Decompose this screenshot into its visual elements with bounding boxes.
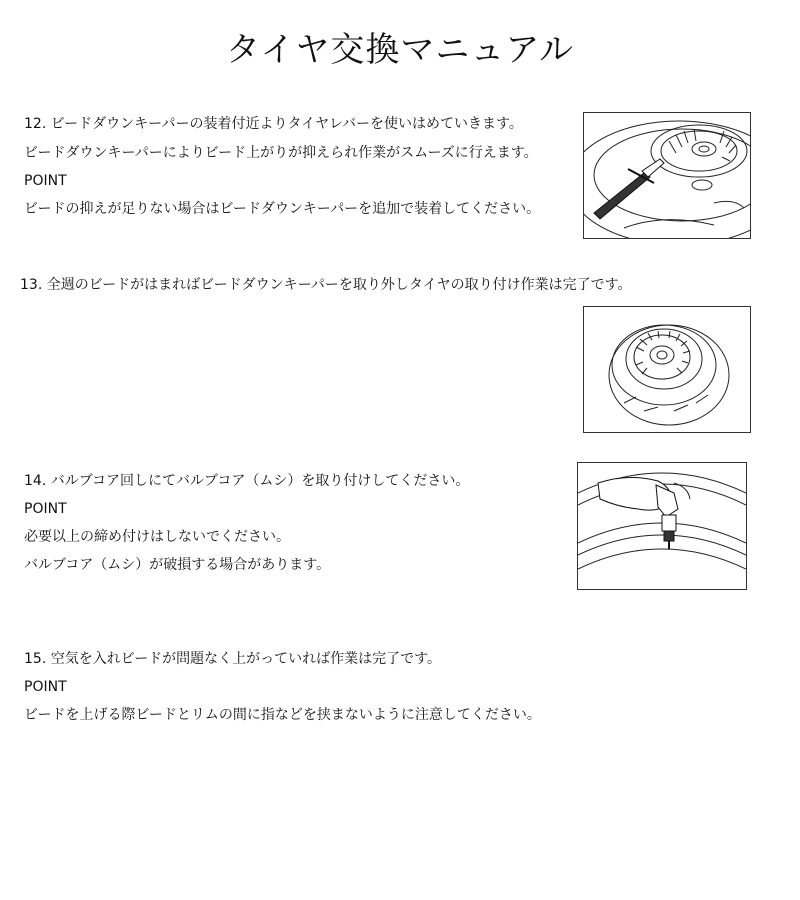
step-14-heading: 14. バルブコア回しにてバルブコア（ムシ）を取り付けしてください。 bbox=[24, 473, 470, 489]
step-14-point-text-1: 必要以上の締め付けはしないでください。 bbox=[24, 529, 290, 545]
step-12-illustration bbox=[583, 112, 751, 239]
step-14-point-text-2: バルブコア（ムシ）が破損する場合があります。 bbox=[24, 557, 331, 573]
step-12-description: ビードダウンキーパーによりビード上がりが抑えられ作業がスムーズに行えます。 bbox=[24, 145, 538, 161]
tire-lever-bead-keeper-drawing bbox=[584, 113, 750, 238]
step-12-heading: 12. ビードダウンキーパーの装着付近よりタイヤレバーを使いはめていきます。 bbox=[24, 116, 523, 132]
step-14-point-label: POINT bbox=[24, 501, 67, 517]
step-13-illustration bbox=[583, 306, 751, 433]
step-15-point-label: POINT bbox=[24, 679, 67, 695]
mounted-tire-drawing bbox=[584, 307, 750, 432]
step-15-point-text: ビードを上げる際ビードとリムの間に指などを挟まないように注意してください。 bbox=[24, 707, 541, 723]
step-13-heading: 13. 全週のビードがはまればビードダウンキーパーを取り外しタイヤの取り付け作業は完了です。 bbox=[20, 277, 632, 293]
page-title: タイヤ交換マニュアル bbox=[226, 30, 574, 70]
step-15-heading: 15. 空気を入れビードが問題なく上がっていれば作業は完了です。 bbox=[24, 651, 442, 667]
step-12-point-text: ビードの抑えが足りない場合はビードダウンキーパーを追加で装着してください。 bbox=[24, 201, 541, 217]
valve-core-tool-drawing bbox=[578, 463, 746, 589]
step-12-point-label: POINT bbox=[24, 173, 67, 189]
step-14-illustration bbox=[577, 462, 747, 590]
